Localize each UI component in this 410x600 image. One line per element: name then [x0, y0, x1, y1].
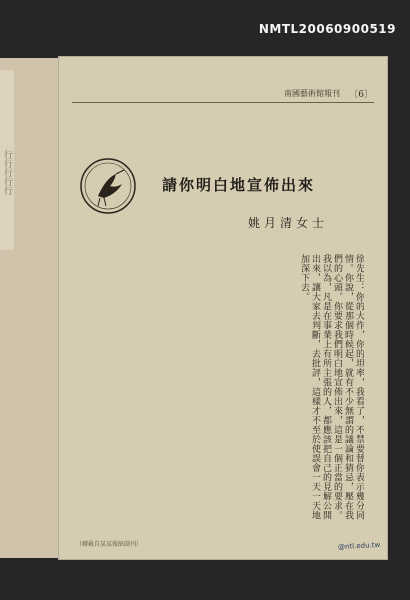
- header-rule: [72, 102, 374, 103]
- header-publication: 南國藝術館報刊: [284, 89, 340, 98]
- article-title: 請你明白地宣佈出來: [162, 176, 316, 194]
- document-page: [58, 56, 388, 560]
- article-body: 徐先生：你的大作，你的坦率，我看了，不禁要替你表示幾分同情。你說，從那個時候起，就有不少無謂的議論和猜忌，壓在我們的心頭。你要求我們明白地宣佈出來，這是一個正當的要求。我以為，凡是在事業上有所主張的人，都應該把自己的見解公開出來，讓大家去判斷，去批評，這樣才不至於使誤會一天一天地加深下去。: [299, 254, 364, 520]
- page-number: 〔6〕: [349, 90, 373, 100]
- crane-emblem-icon: [78, 156, 138, 216]
- archive-id-label: NMTL20060900519: [258, 22, 396, 36]
- backing-tab: [0, 70, 14, 250]
- archive-stamp: @ntl.edu.tw: [337, 540, 381, 552]
- article-author: 姚月清女士: [248, 216, 329, 230]
- bleed-through-text: 行行行行行: [2, 150, 12, 195]
- footnote: （轉載自某某報紙副刊）: [76, 541, 143, 548]
